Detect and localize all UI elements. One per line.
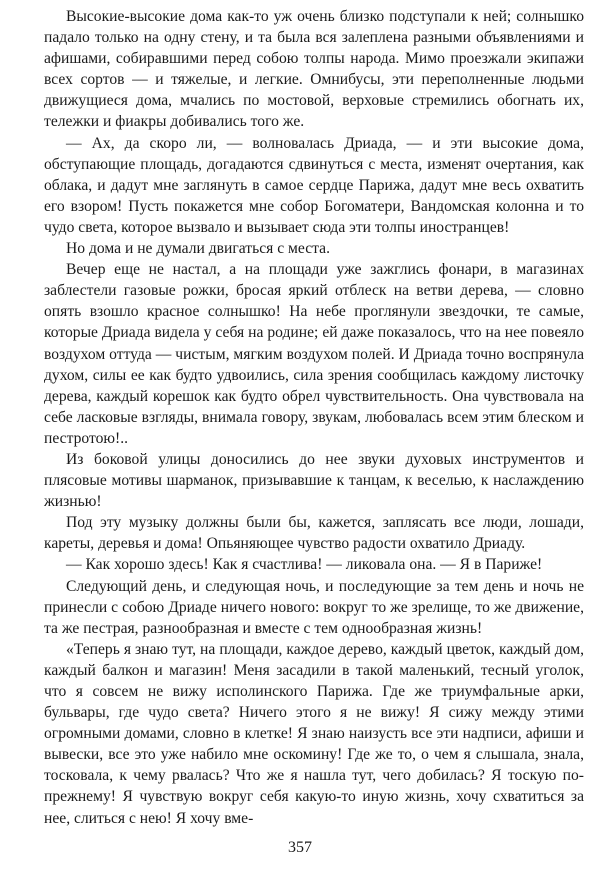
page-number: 357 xyxy=(288,839,312,856)
paragraph-8: Следующий день, и следующая ночь, и последующие за тем день и ночь не принесли с собою Дриаде ничего нового: вокруг то же зрелище, то же движение, та же пестрая, разнообразная и вместе с тем однообразная жизнь! xyxy=(44,577,584,637)
paragraph-1: Высокие-высокие дома как-то уж очень близко подступали к ней; солнышко падало только на одну стену, и та была вся залеплена разными объявлениями и афишами, собиравшими перед собою толпы народа. Мимо проезжали экипажи всех сортов — и тяжелые, и легкие. Омнибусы, эти переполненные людьми движущиеся дома, мчались по мостовой, верховые стремились обогнать их, тележки и фиакры добивались того же. xyxy=(44,8,584,131)
paragraph-6: Под эту музыку должны были бы, кажется, заплясать все люди, лошади, кареты, деревья и дома! Опьяняющее чувство радости охватило Дриаду. xyxy=(44,514,584,553)
paragraph-5: Из боковой улицы доносились до нее звуки духовых инструментов и плясовые мотивы шарманок, призывавшие к танцам, к веселью, к наслаждению жизнью! xyxy=(44,450,584,511)
paragraph-4: Вечер еще не настал, а на площади уже зажглись фонари, в магазинах заблестели газовые рожки, бросая яркий отблеск на ветви дерева, — словно опять взошло красное солнышко! На небе проглянули звездочки, те самые, которые Дриада видела у себя на родине; ей даже показалось, что на нее повеяло воздухом оттуда — чистым, мягким воздухом полей. И Дриада точно воспрянула духом, силы ее как будто удвоились, сила зрения сообщилась каждому листочку дерева, каждый корешок как будто обрел чувствительность. Она чувствовала на себе ласковые взгляды, внимала говору, звукам, любовалась всем этим блеском и пестротою!.. xyxy=(44,261,584,447)
paragraph-3: Но дома и не думали двигаться с места. xyxy=(66,240,330,258)
paragraph-9: «Теперь я знаю тут, на площади, каждое дерево, каждый цветок, каждый дом, каждый балкон и магазин! Меня засадили в такой маленький, тесный уголок, что я совсем не вижу исполинского Парижа. Где же триумфальные арки, бульвары, где чудо света? Ничего этого я не вижу! Я сижу между этими огромными домами, словно в клетке! Я знаю наизусть все эти надписи, афиши и вывески, все это уже набило мне оскомину! Где же то, о чем я слышала, знала, тосковала, к чему рвалась? Что же я нашла тут, чего добилась? Я тоскую по-прежнему! Я чувствую вокруг себя какую-то иную жизнь, хочу схватиться за нее, слиться с нею! Я хочу вме- xyxy=(44,640,584,827)
paragraph-7: — Как хорошо здесь! Как я счастлива! — ликовала она. — Я в Париже! xyxy=(66,556,543,574)
paragraph-2: — Ах, да скоро ли, — волновалась Дриада, — и эти высокие дома, обступающие площадь, догадаются сдвинуться с места, изменят очертания, как облака, и дадут мне заглянуть в самое сердце Парижа, дадут мне весь охватить его взором! Пусть покажется мне собор Богоматери, Вандомская колонна и то чудо света, которое вызвало и вызывает сюда эти толпы иностранцев! xyxy=(44,134,584,236)
main-text xyxy=(44,6,584,829)
